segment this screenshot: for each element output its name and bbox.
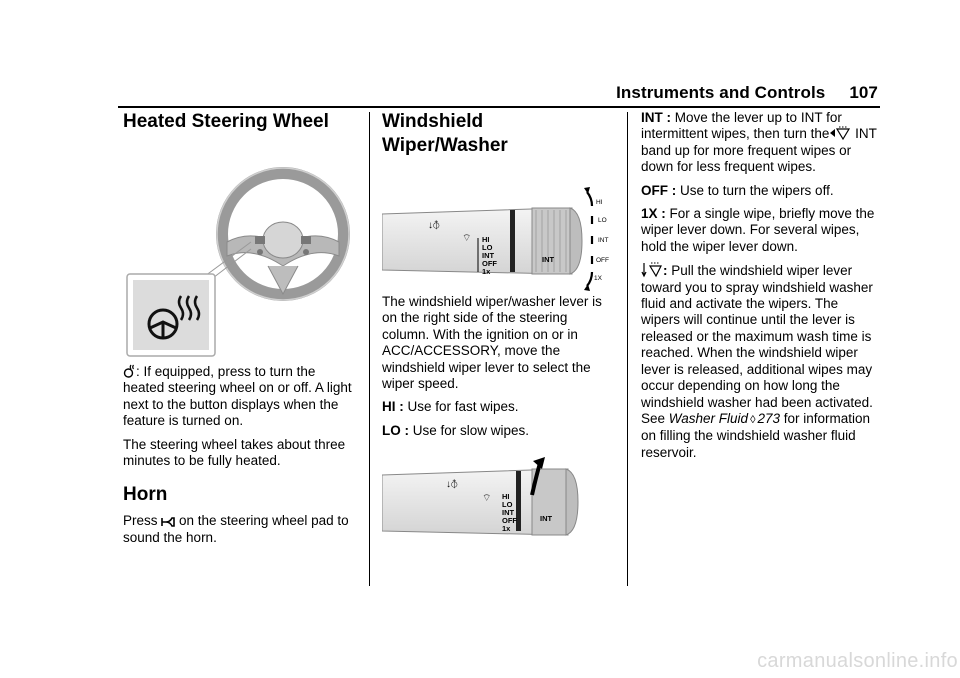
washer-icon <box>641 262 663 278</box>
int-description: INT : Move the lever up to INT for intermittent wipes, then turn the INT band up for more frequent wipes or down for less frequent wipes. <box>641 110 877 175</box>
washer-fluid-page[interactable]: 273 <box>757 410 781 426</box>
svg-text:INT: INT <box>502 508 515 518</box>
column-wiper-settings <box>641 110 877 468</box>
heated-time-text: The steering wheel takes about three minutes to be fully heated. <box>123 436 346 469</box>
washer-description: : Pull the windshield wiper lever toward you to spray windshield washer fluid and activate the wipers. The wipers will continue until the lever is released or the maximum wash time is reached. When the windshield wiper lever is released, additional wipes may occur depending on how long the windshield washer had been activated. See Washer Fluid ◊ 273 for information on filling the windshield washer fluid reservoir. <box>641 263 873 460</box>
heated-description: : If equipped, press to turn the heated steering wheel on or off. A light next to the button displays when the feature is turned on. <box>123 364 352 429</box>
wiper-intro-text: The windshield wiper/washer lever is on the right side of the steering column. With the ignition on or in ACC/ACCESSORY, move the windshield wiper lever to select the wiper speed. <box>382 294 602 392</box>
heated-wheel-icon <box>123 364 136 379</box>
side-label-hi: HI <box>596 199 603 206</box>
lever-label-hi: HI <box>482 235 490 244</box>
side-label-int: INT <box>598 237 609 244</box>
watermark: carmanualsonline.info <box>757 650 958 672</box>
washer-symbol-1: ↓⦽ <box>428 220 440 231</box>
svg-text:⌔: ⌔ <box>462 233 472 244</box>
svg-text:1x: 1x <box>502 524 511 534</box>
column-divider-2 <box>627 112 628 586</box>
svg-text:HI: HI <box>502 492 510 502</box>
svg-text:INT: INT <box>540 514 553 524</box>
side-label-off: OFF <box>596 257 609 264</box>
washer-fluid-link[interactable]: Washer Fluid <box>668 410 749 426</box>
section-title: Instruments and Controls <box>616 83 826 102</box>
page-number: 107 <box>849 83 878 102</box>
int-band-icon <box>829 126 851 141</box>
lever-label-1x: 1x <box>482 267 491 276</box>
page-ref-icon: ◊ <box>750 413 756 426</box>
off-description: OFF : Use to turn the wipers off. <box>641 182 834 198</box>
side-label-lo: LO <box>598 217 607 224</box>
hi-description: HI : Use for fast wipes. <box>382 399 519 415</box>
header-rule <box>118 106 880 108</box>
svg-text:OFF: OFF <box>502 516 517 526</box>
lo-description: LO : Use for slow wipes. <box>382 422 530 438</box>
page-header <box>600 83 878 103</box>
wiper-lever-illustration-2 <box>382 447 614 547</box>
heading-heated-steering-wheel: Heated Steering Wheel <box>123 111 329 132</box>
lever-label-int: INT <box>482 251 495 260</box>
heading-windshield-wiper: Windshield Wiper/Washer <box>382 111 508 156</box>
lever-label-lo: LO <box>482 243 493 252</box>
column-wiper-washer <box>382 110 614 547</box>
lever-label-off: OFF <box>482 259 497 268</box>
heading-horn: Horn <box>123 484 168 506</box>
column-divider-1 <box>369 112 370 586</box>
band-label-int: INT <box>542 255 555 264</box>
horn-description: Press on the steering wheel pad to sound the horn. <box>123 513 349 545</box>
svg-text:↓⦽: ↓⦽ <box>446 479 458 491</box>
svg-text:LO: LO <box>502 500 513 510</box>
one-x-description: 1X : For a single wipe, briefly move the wiper lever down. For several wipes, hold the wiper lever down. <box>641 206 875 254</box>
column-heated-horn <box>123 110 359 553</box>
svg-text:⌔: ⌔ <box>482 493 492 505</box>
wiper-lever-illustration-1 <box>382 158 614 294</box>
horn-icon <box>161 516 175 528</box>
side-label-1x: 1X <box>594 275 602 282</box>
heated-steering-wheel-illustration <box>123 134 359 364</box>
